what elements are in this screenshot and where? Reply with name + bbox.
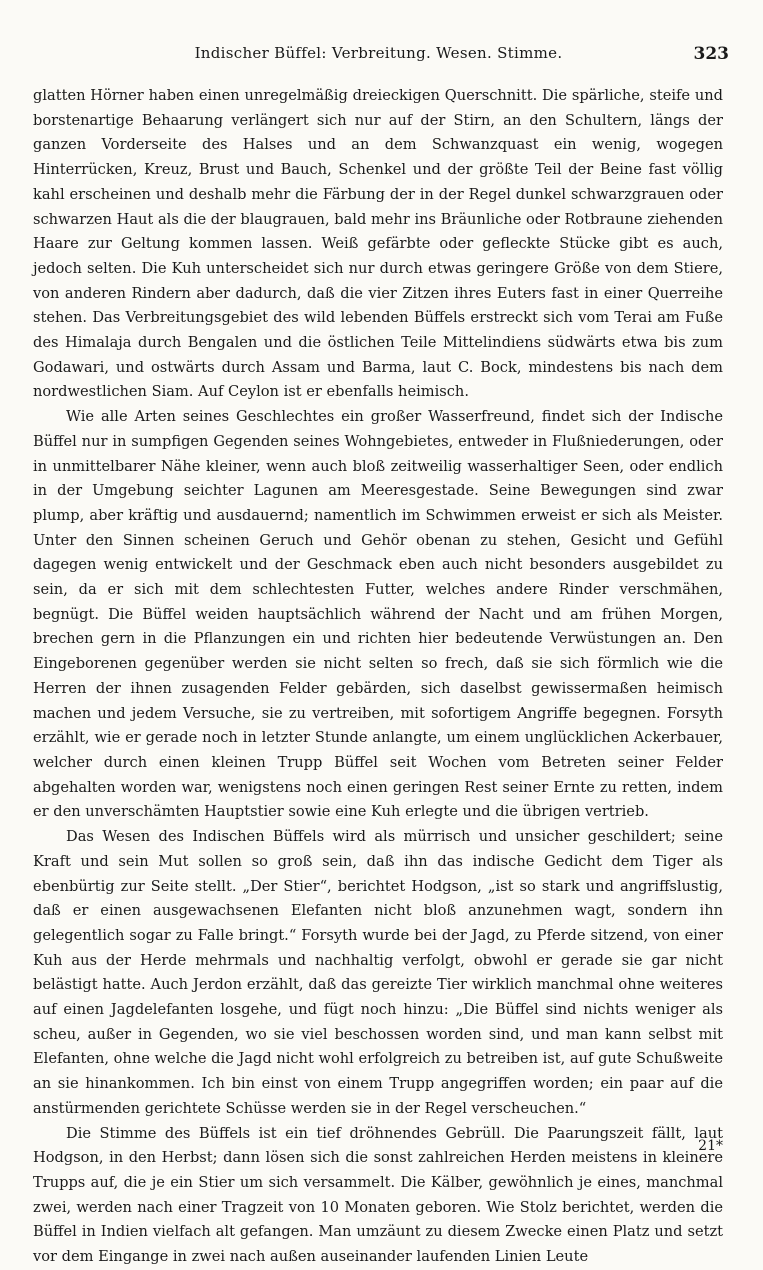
running-head [28, 44, 729, 70]
paragraph-temperament: Das Wesen des Indischen Büffels wird als mürrisch und unsicher geschildert; seine Kraft und sein Mut sollen so groß sein, daß ihn das indische Gedicht dem Tiger als ebenbürtig zur Seite stellt. „Der Stier“, berichtet Hodgson, „ist so stark und angriffslustig, daß er einen ausgewachsenen Elefanten nicht bloß anzunehmen wagt, sondern ihn gelegentlich sogar zu Falle bringt.“ Forsyth wurde bei der Jagd, zu Pferde sitzend, von einer Kuh aus der Herde mehrmals und nachhaltig verfolgt, obwohl er gerade sie gar nicht belästigt hatte. Auch Jerdon erzählt, daß das gereizte Tier wirklich manchmal ohne weiteres auf einen Jagdelefanten losgehe, und fügt noch hinzu: „Die Büffel sind nichts weniger als scheu, außer in Gegenden, wo sie viel beschossen worden sind, und man kann selbst mit Elefanten, ohne welche die Jagd nicht wohl erfolgreich zu betreiben ist, auf gute Schußweite an sie hinankommen. Ich bin einst von einem Trupp angegriffen worden; ein paar auf die anstürmenden gerichtete Schüsse werden sie in der Regel verscheuchen.“ [33, 828, 723, 1117]
running-title: Indischer Büffel: Verbreitung. Wesen. Stimme. [194, 44, 563, 62]
body-text [33, 84, 723, 1270]
paragraph-habitat: Wie alle Arten seines Geschlechtes ein großer Wasserfreund, findet sich der Indische Büffel nur in sumpfigen Gegenden seines Wohngebietes, entweder in Flußniederungen, oder in unmittelbarer Nähe kleiner, wenn auch bloß zeitweilig wasserhaltiger Seen, oder endlich in der Umgebung seichter Lagunen am Meeresgestade. Seine Bewegungen sind zwar plump, aber kräftig und ausdauernd; namentlich im Schwimmen erweist er sich als Meister. Unter den Sinnen scheinen Geruch und Gehör obenan zu stehen, Gesicht und Gefühl dagegen wenig entwickelt und der Geschmack eben auch nicht besonders ausgebildet zu sein, da er sich mit dem schlechtesten Futter, welches andere Rinder verschmähen, begnügt. Die Büffel weiden hauptsächlich während der Nacht und am frühen Morgen, brechen gern in die Pflanzungen ein und richten hier bedeutende Verwüstungen an. Den Eingeborenen gegenüber werden sie nicht selten so frech, daß sie sich förmlich wie die Herren der ihnen zusagenden Felder gebärden, sich daselbst gewissermaßen heimisch machen und jedem Versuche, sie zu vertreiben, mit sofortigem Angriffe begegnen. Forsyth erzählt, wie er gerade noch in letzter Stunde anlangte, um einem unglücklichen Ackerbauer, welcher durch einen kleinen Trupp Büffel seit Wochen vom Betreten seiner Felder abgehalten worden war, wenigstens noch einen geringen Rest seiner Ernte zu retten, indem er den unverschämten Hauptstier sowie eine Kuh erlegte und die übrigen vertrieb. [33, 408, 723, 821]
sheet-signature: 21* [698, 1138, 723, 1154]
paragraph-voice: Die Stimme des Büffels ist ein tief dröhnendes Gebrüll. Die Paarungszeit fällt, laut Hodgson, in den Herbst; dann lösen sich die sonst zahlreichen Herden meistens in kleinere Trupps auf, die je ein Stier um sich versammelt. Die Kälber, gewöhnlich je eines, manchmal zwei, werden nach einer Tragzeit von 10 Monaten geboren. Wie Stolz berichtet, werden die Büffel in Indien vielfach alt gefangen. Man umzäunt zu diesem Zwecke einen Platz und setzt vor dem Eingange in zwei nach außen auseinander laufenden Linien Leute [33, 1124, 723, 1266]
paragraph-description: glatten Hörner haben einen unregelmäßig dreieckigen Querschnitt. Die spärliche, steife und borstenartige Behaarung verlängert sich nur auf der Stirn, an den Schultern, längs der ganzen Vorderseite des Halses und an dem Schwanzquast ein wenig, wogegen Hinterrücken, Kreuz, Brust und Bauch, Schenkel und der größte Teil der Beine fast völlig kahl erscheinen und deshalb mehr die Färbung der in der Regel dunkel schwarzgrauen oder schwarzen Haut als die der blaugrauen, bald mehr ins Bräunliche oder Rotbraune ziehenden Haare zur Geltung kommen lassen. Weiß gefärbte oder gefleckte Stücke gibt es auch, jedoch selten. Die Kuh unterscheidet sich nur durch etwas geringere Größe von dem Stiere, von anderen Rindern aber dadurch, daß die vier Zitzen ihres Euters fast in einer Querreihe stehen. Das Verbreitungsgebiet des wild lebenden Büffels erstreckt sich vom Terai am Fuße des Himalaja durch Bengalen und die östlichen Teile Mittelindiens südwärts etwa bis zum Godawari, und ostwärts durch Assam und Barma, laut C. Bock, mindestens bis nach dem nordwestlichen Siam. Auf Ceylon ist er ebenfalls heimisch. [33, 87, 723, 401]
page-number: 323 [693, 44, 729, 64]
